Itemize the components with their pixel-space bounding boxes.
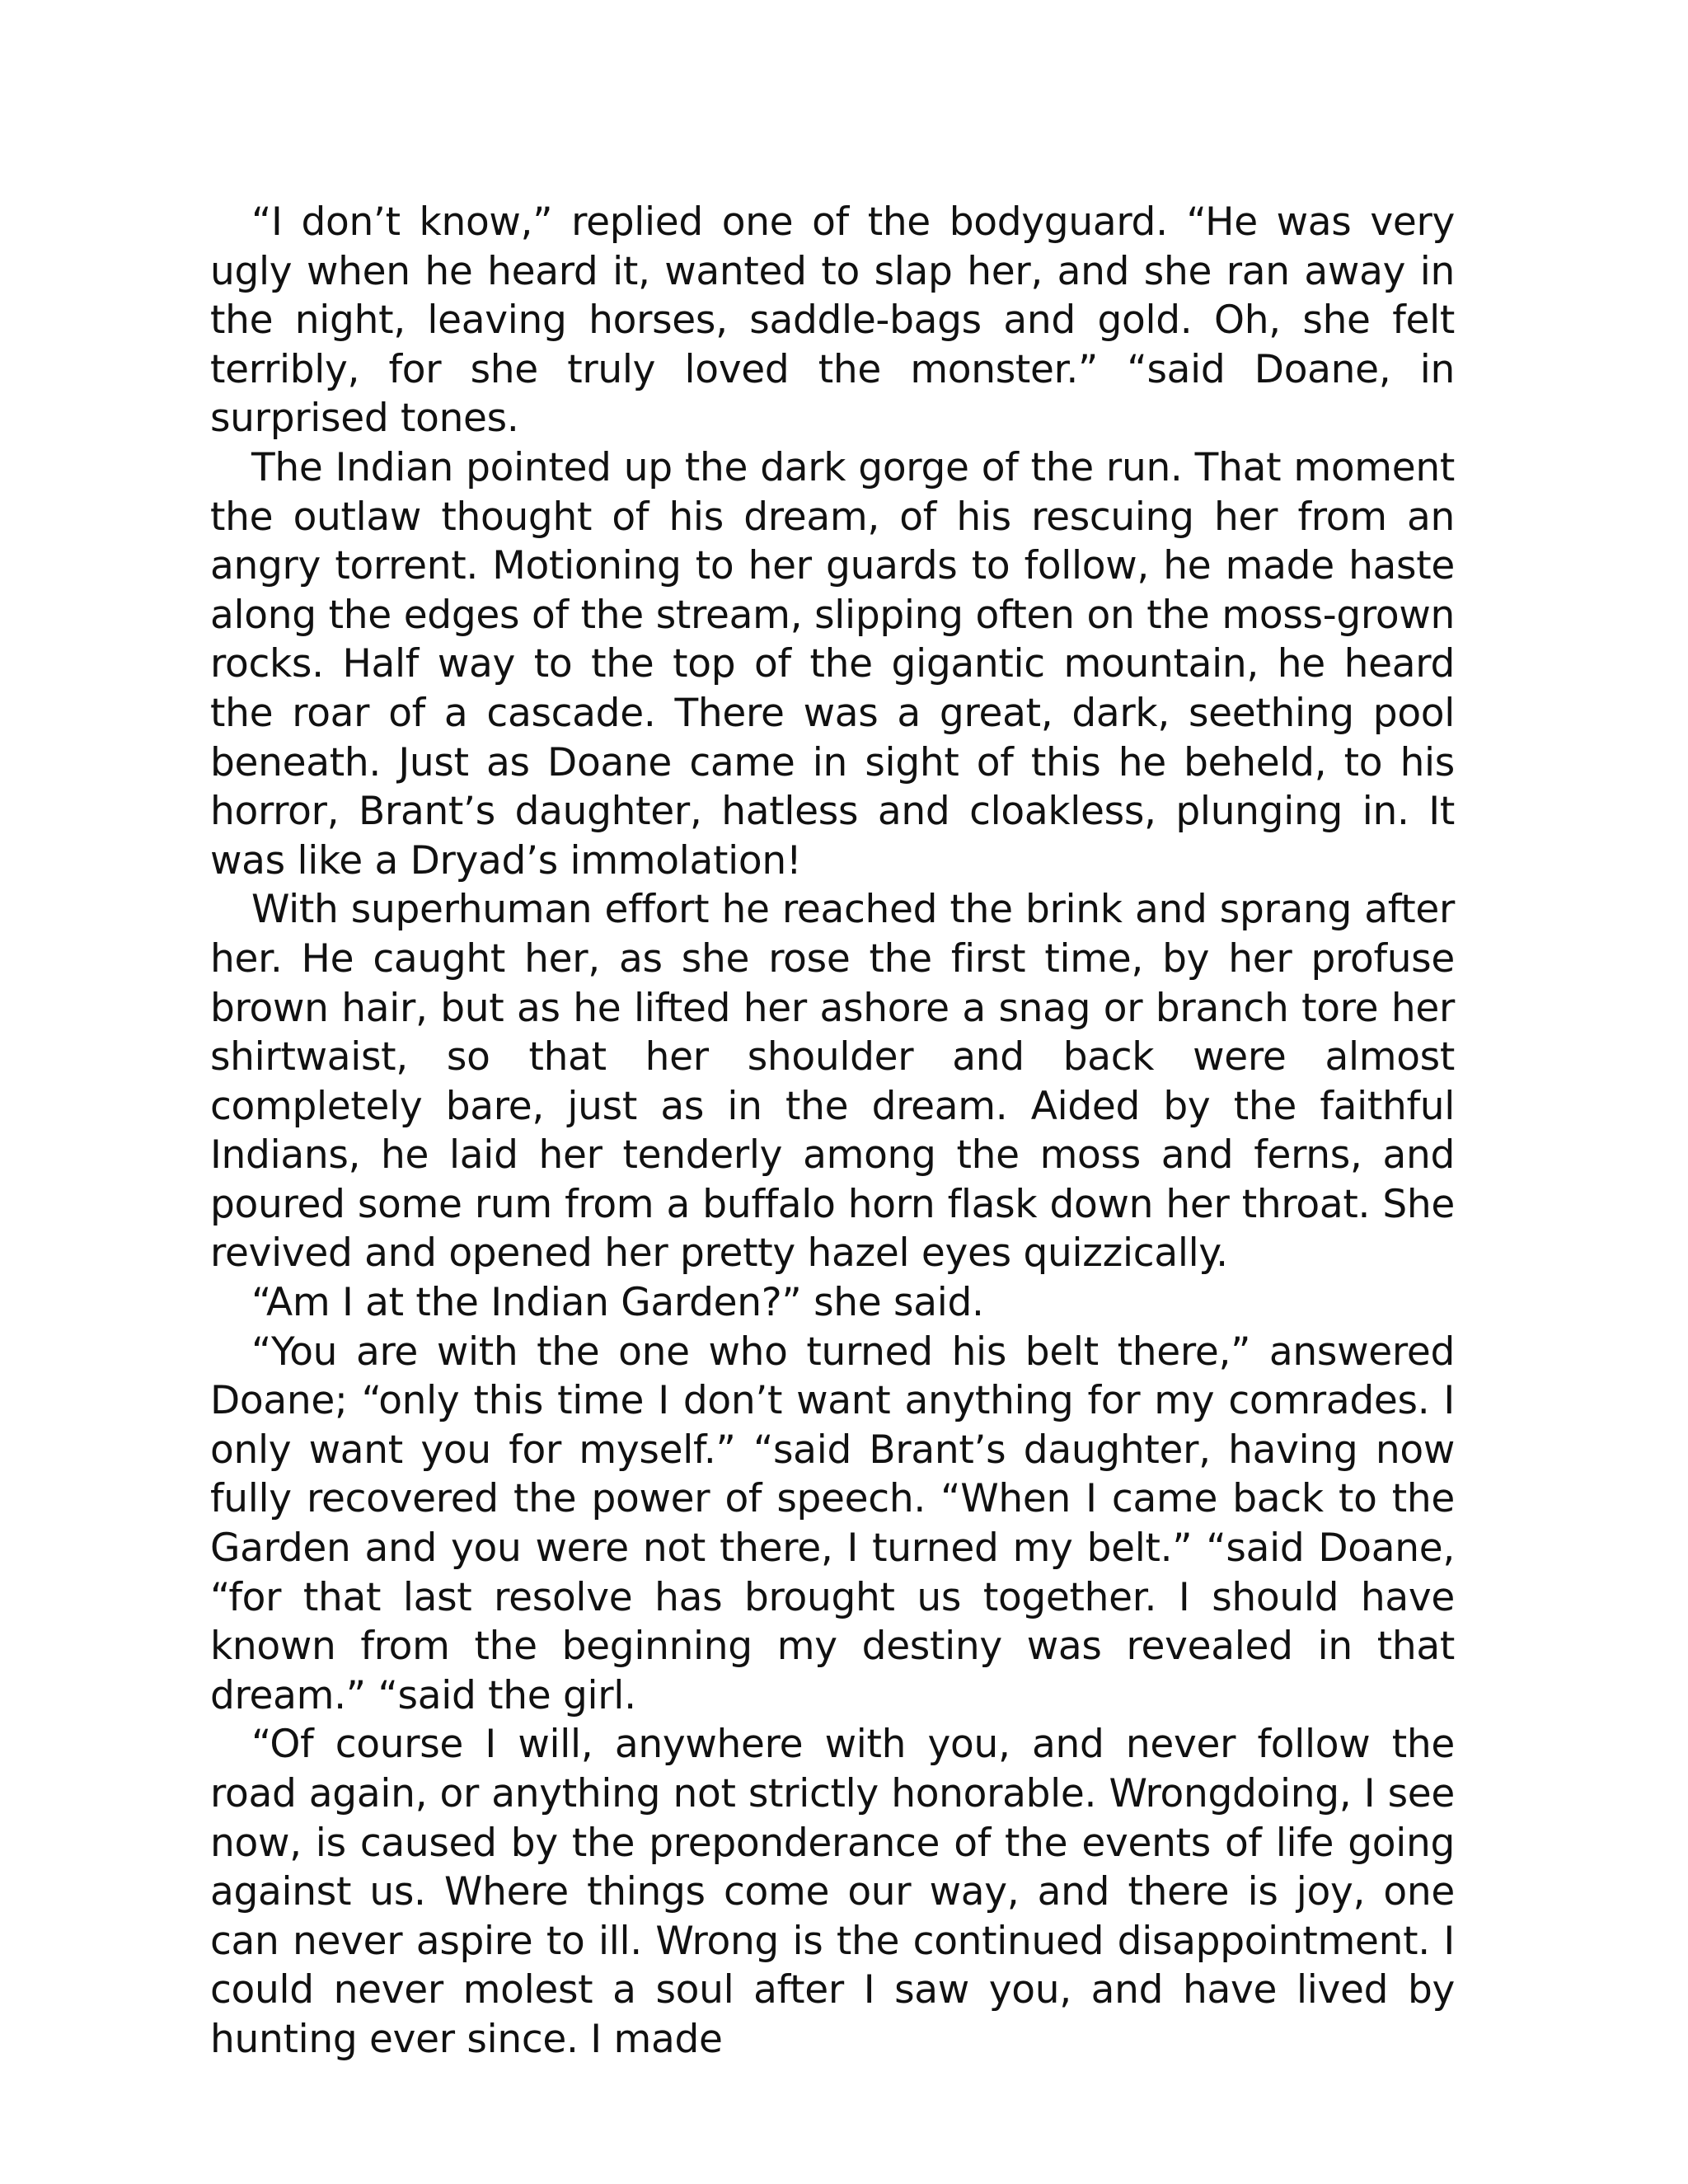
paragraph-4: “Am I at the Indian Garden?” she said. bbox=[251, 1280, 984, 1326]
paragraph-2: The Indian pointed up the dark gorge of the run. That moment the outlaw thought of his dream, of his rescuing her from an angry torrent. Motioning to her guards to follow, he made haste along the edges of the stream, slipping often on the moss-grown rocks. Half way to the top of the gigantic mountain, he heard the roar of a cascade. There was a great, dark, seething pool beneath. Just as Doane came in sight of this he beheld, to his horror, Brant’s daughter, hatless and cloakless, plunging in. It was like a Dryad’s immolation! bbox=[210, 444, 1455, 883]
paragraph-6: “Of course I will, anywhere with you, and never follow the road again, or anything not strictly honorable. Wrongdoing, I see now, is caused by the preponderance of the events of life going against us. Where things come our way, and there is joy, one can never aspire to ill. Wrong is the continued disappointment. I could never molest a soul after I saw you, and have lived by hunting ever since. I made bbox=[210, 1722, 1455, 2062]
document-page bbox=[210, 198, 1455, 2064]
paragraph-3: With superhuman effort he reached the brink and sprang after her. He caught her, as she rose the first time, by her profuse brown hair, but as he lifted her ashore a snag or branch tore her shirtwaist, so that her shoulder and back were almost completely bare, just as in the dream. Aided by the faithful Indians, he laid her tenderly among the moss and ferns, and poured some rum from a buffalo horn flask down her throat. She revived and opened her pretty hazel eyes quizzically. bbox=[210, 887, 1455, 1277]
paragraph-5: “You are with the one who turned his belt there,” answered Doane; “only this time I don’t want anything for my comrades. I only want you for myself.” “said Brant’s daughter, having now fully recovered the power of speech. “When I came back to the Garden and you were not there, I turned my belt.” “said Doane, “for that last resolve has brought us together. I should have known from the beginning my destiny was revealed in that dream.” “said the girl. bbox=[210, 1329, 1455, 1718]
paragraph-1: “I don’t know,” replied one of the bodyguard. “He was very ugly when he heard it, wanted to slap her, and she ran away in the night, leaving horses, saddle-bags and gold. Oh, she felt terribly, for she truly loved the monster.” “said Doane, in surprised tones. bbox=[210, 199, 1455, 442]
